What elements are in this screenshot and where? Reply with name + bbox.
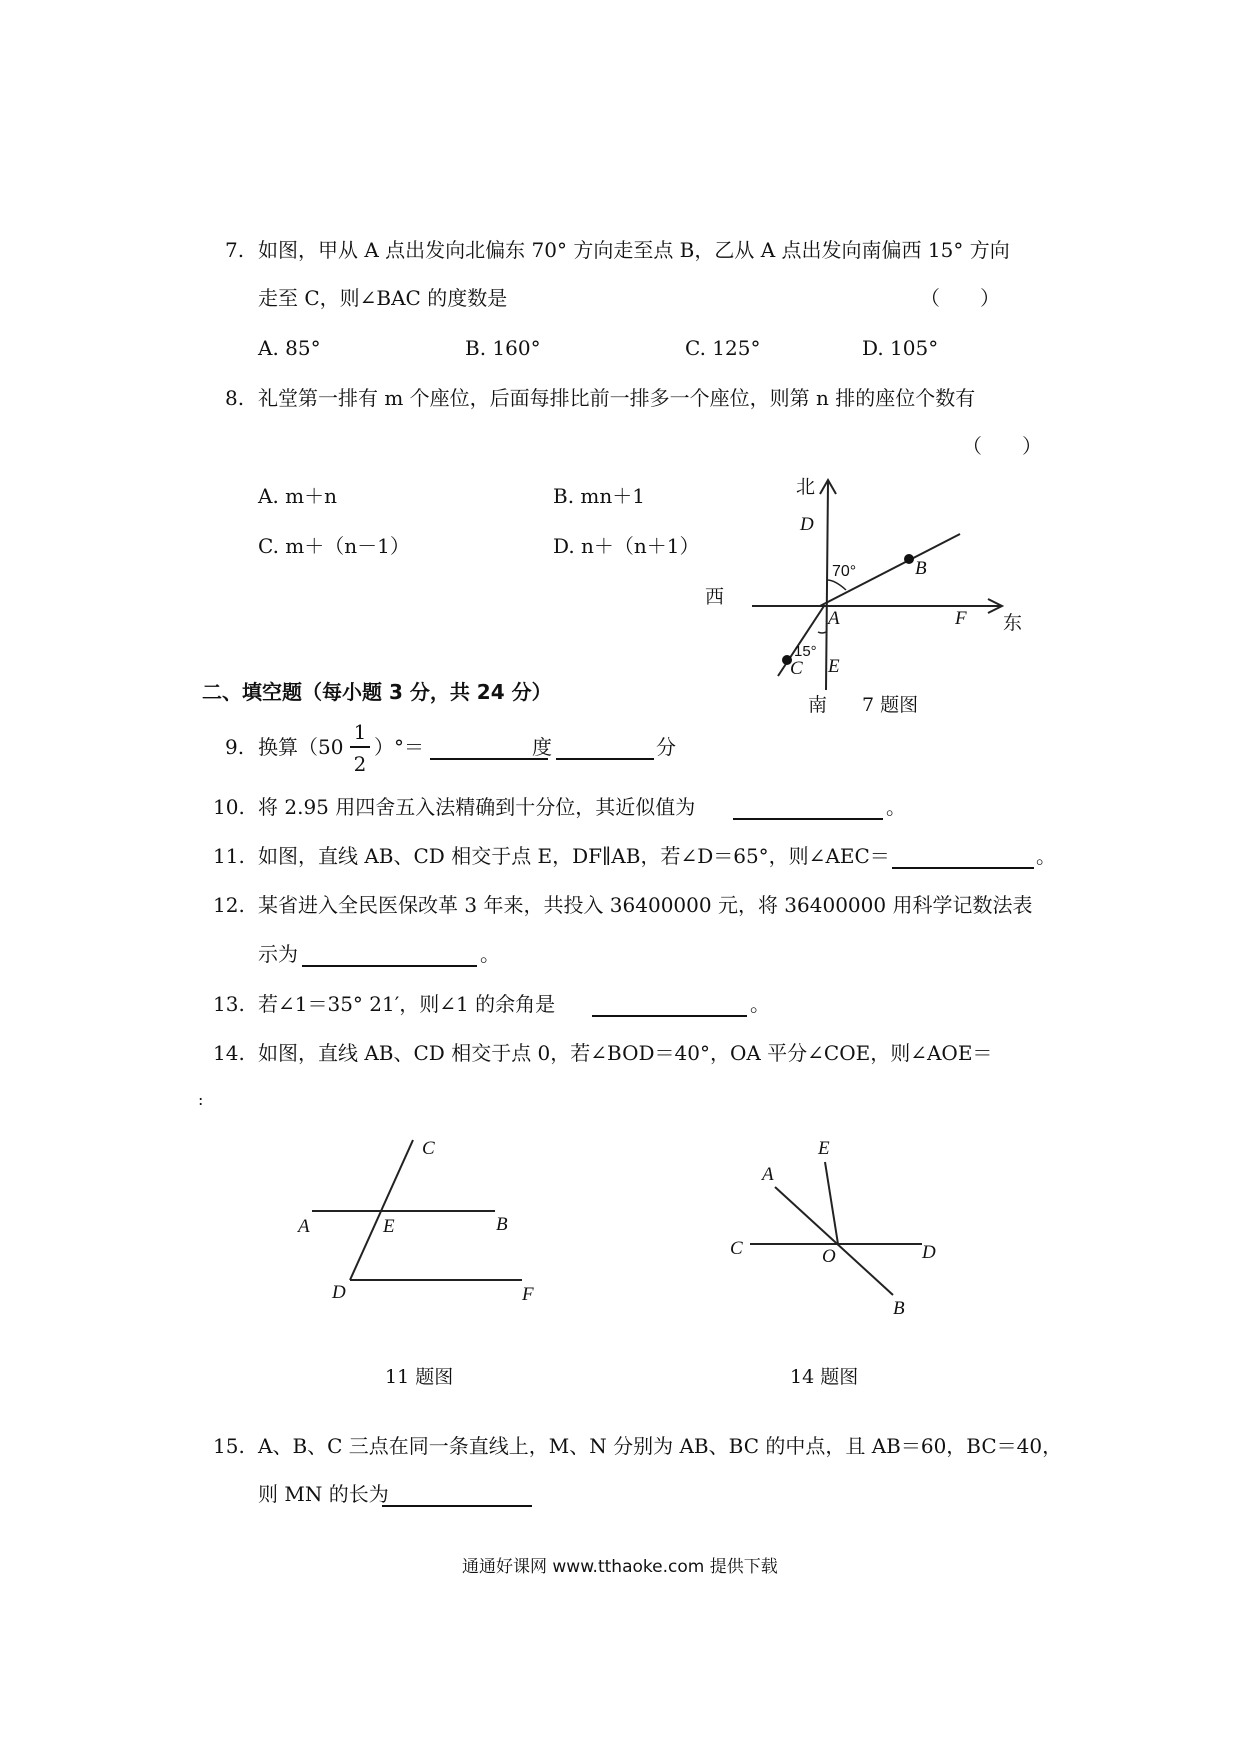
q12-text-line1: 某省进入全民医保改革 3 年来，共投入 36400000 元，将 36400000 用科学记数法表 [258,893,1033,917]
page-footer: 通通好课网 www.tthaoke.com 提供下载 [462,1557,778,1577]
q12-number: 12. [213,893,245,917]
q14-text: 如图，直线 AB、CD 相交于点 0，若∠BOD＝40°，OA 平分∠COE，则∠AOE＝ [258,1041,993,1065]
q13-text: 若∠1＝35° 21′，则∠1 的余角是 [258,992,556,1016]
fig14-caption: 14 题图 [790,1366,859,1388]
q14-number: 14. [213,1041,245,1065]
fig11-label-e: E [383,1216,395,1237]
fig14-label-c: C [730,1238,743,1259]
fig7-angle-15: 15° [794,643,817,660]
q7-option-a: A. 85° [258,336,321,360]
q11-number: 11. [213,844,245,868]
q13-number: 13. [213,992,245,1016]
fig7-label-f: F [955,608,967,629]
q8-option-d: D. n＋（n＋1） [553,534,700,558]
section2-title: 二、填空题（每小题 3 分，共 24 分） [202,680,552,704]
fig11-label-a: A [298,1216,310,1237]
q13-end: 。 [750,992,770,1016]
fig7-label-a: A [828,608,840,629]
fig7-label-south: 南 [808,694,828,716]
q12-end: 。 [480,942,500,966]
q8-option-a: A. m＋n [258,484,338,508]
q7-number: 7. [225,238,245,262]
fig7-label-c: C [790,658,803,679]
q9-prefix: 换算（50 [258,735,344,759]
fig7-label-d: D [800,514,814,535]
fig14-label-e: E [818,1138,830,1159]
q15-text-line1: A、B、C 三点在同一条直线上，M、N 分别为 AB、BC 的中点，且 AB＝60，BC＝40， [258,1434,1063,1458]
q8-option-b: B. mn＋1 [553,484,645,508]
q11-end: 。 [1036,844,1056,868]
q7-option-d: D. 105° [862,336,939,360]
q10-end: 。 [886,795,906,819]
q9-fraction-denominator: 2 [353,752,367,776]
q9-number: 9. [225,735,245,759]
q12-text-line2: 示为 [258,942,298,966]
fig14-label-o: O [822,1246,836,1267]
q7-option-c: C. 125° [685,336,761,360]
fig7-label-west: 西 [705,586,725,608]
fig14-line-ab [775,1187,893,1295]
fig7-label-east: 东 [1003,612,1023,634]
q9-minute-unit: 分 [656,735,676,759]
q7-text-line2: 走至 C，则∠BAC 的度数是 [258,286,508,310]
q11-text: 如图，直线 AB、CD 相交于点 E，DF∥AB，若∠D＝65°，则∠AEC＝ [258,844,890,868]
q15-number: 15. [213,1434,245,1458]
q8-text-line1: 礼堂第一排有 m 个座位，后面每排比前一排多一个座位，则第 n 排的座位个数有 [258,386,976,410]
q7-option-b: B. 160° [465,336,541,360]
q14-colon: : [198,1090,204,1109]
q8-option-c: C. m＋（n－1） [258,534,410,558]
q10-number: 10. [213,795,245,819]
q7-answer-paren: （ ） [920,286,1000,310]
fig14-label-a: A [762,1164,774,1185]
q15-text-line2: 则 MN 的长为 [258,1482,389,1506]
q9-degree-unit: 度 [532,735,552,759]
fig11-label-b: B [496,1214,508,1235]
fig11-label-c: C [422,1138,435,1159]
fig11-label-d: D [332,1282,346,1303]
fig7-label-b: B [915,558,927,579]
q15-answer-blank[interactable] [382,1485,532,1507]
q10-text: 将 2.95 用四舍五入法精确到十分位，其近似值为 [258,795,696,819]
fig7-label-north: 北 [796,476,816,498]
fig14-label-d: D [922,1242,936,1263]
q9-fraction-numerator: 1 [353,720,367,744]
q8-answer-paren: （ ） [962,434,1042,458]
fig11-caption: 11 题图 [385,1366,454,1388]
fig7-angle-70: 70° [832,563,857,580]
fig11-label-f: F [522,1284,534,1305]
q7-text-line1: 如图，甲从 A 点出发向北偏东 70° 方向走至点 B，乙从 A 点出发向南偏西 15° 方向 [258,238,1010,262]
fig14-ray-oe [825,1162,838,1244]
fig14-label-b: B [893,1298,905,1319]
q8-number: 8. [225,386,245,410]
fig7-label-e: E [828,656,840,677]
q9-suffix: ）°＝ [374,735,424,759]
fig7-caption: 7 题图 [862,694,919,716]
